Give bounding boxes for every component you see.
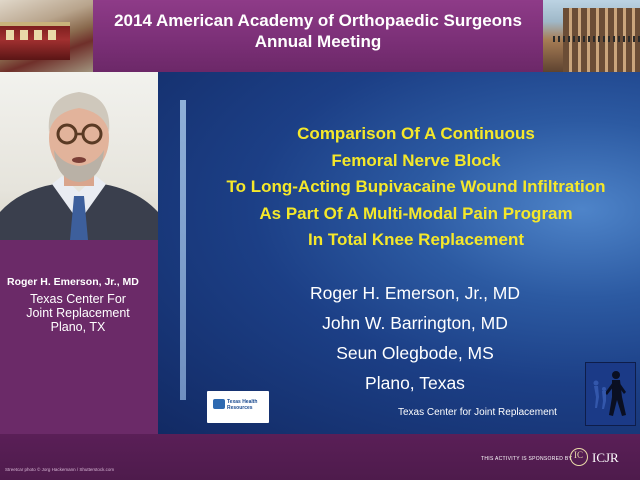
speaker-info-panel	[0, 240, 158, 340]
icjr-logo-icon	[570, 448, 588, 466]
affiliation-line1: Texas Center For	[30, 292, 126, 306]
slide-footer: Texas Center for Joint Replacement	[398, 407, 557, 418]
icjr-logo-mark: IC	[574, 450, 583, 460]
slide-title-line: To Long-Acting Bupivacaine Wound Infiltration	[226, 177, 606, 196]
conference-title-line1: 2014 American Academy of Orthopaedic Surgeons	[114, 11, 522, 30]
streetcar-photo	[0, 0, 93, 72]
author-line: Seun Olegbode, MS	[336, 343, 494, 363]
speaker-affiliation	[0, 292, 156, 334]
texas-health-logo	[207, 391, 269, 423]
speaker-name: Roger H. Emerson, Jr., MD	[7, 276, 139, 288]
texas-health-logo-mark	[213, 399, 225, 409]
walking-figure-graphic	[585, 362, 636, 426]
speaker-video	[0, 72, 158, 240]
slide-title-line: As Part Of A Multi-Modal Pain Program	[259, 203, 573, 223]
author-line: Roger H. Emerson, Jr., MD	[309, 283, 521, 303]
conference-title	[93, 10, 543, 52]
slide-accent-bar	[180, 100, 186, 400]
building-balcony-photo	[543, 0, 640, 72]
sponsor-label: THIS ACTIVITY IS SPONSORED BY	[481, 456, 573, 462]
texas-health-logo-text: Texas Health Resources	[227, 399, 258, 411]
author-line: John W. Barrington, MD	[322, 313, 508, 333]
slide-title-line: In Total Knee Replacement	[307, 230, 524, 249]
affiliation-line3: Plano, TX	[50, 320, 106, 334]
author-line: Plano, Texas	[365, 373, 465, 393]
streetcar-shape	[0, 22, 70, 60]
slide-authors	[250, 278, 580, 398]
affiliation-line2: Joint Replacement	[26, 306, 130, 320]
slide-title-line: Comparison Of A Continuous	[297, 124, 535, 143]
slide-title	[192, 121, 640, 254]
photo-credit: Streetcar photo © Jorg Hackemann / Shutterstock.com	[5, 467, 115, 472]
sponsor-name: ICJR	[592, 450, 619, 465]
slide-title-line: Femoral Nerve Block	[331, 150, 501, 170]
conference-title-line2: Annual Meeting	[254, 32, 382, 51]
speaker-portrait	[0, 72, 158, 240]
